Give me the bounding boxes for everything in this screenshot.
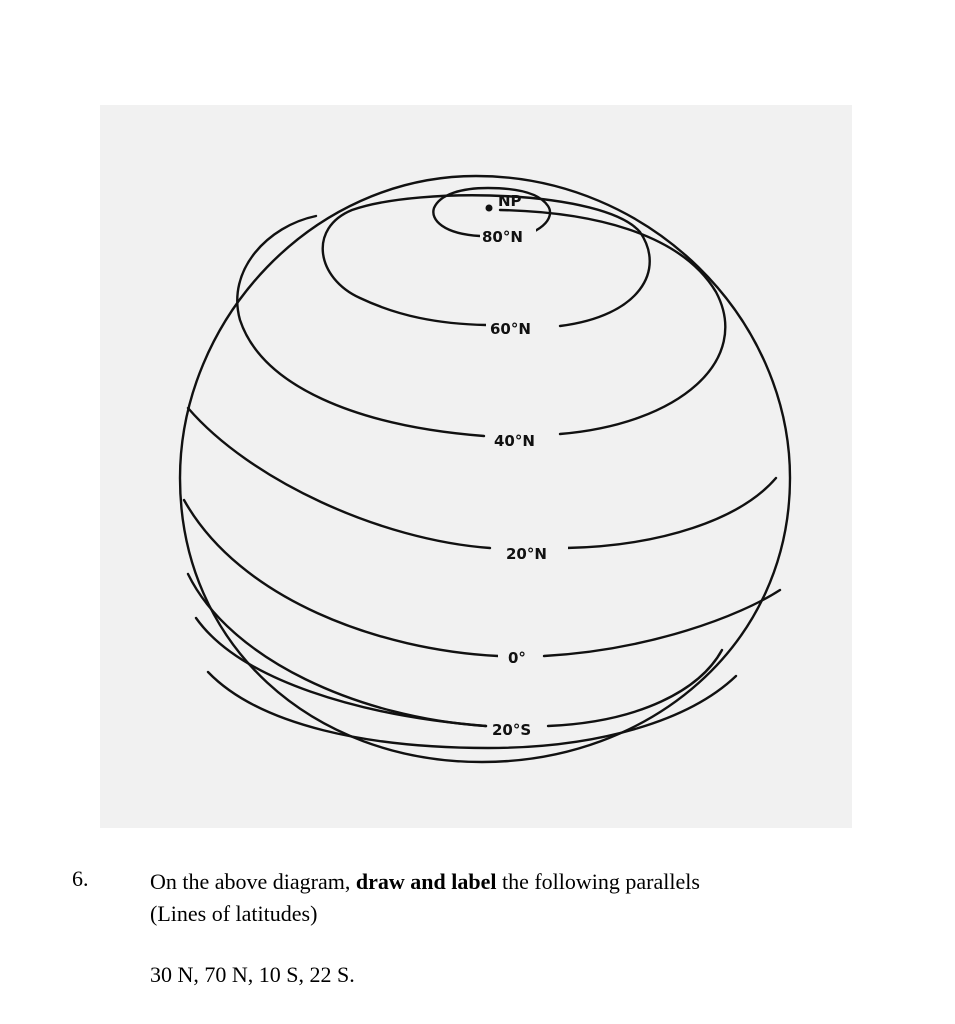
parallels-list: 30 N, 70 N, 10 S, 22 S.: [150, 962, 355, 987]
north-pole-dot: [486, 205, 493, 212]
label-40n: 40°N: [494, 432, 535, 450]
parallel-20n: [184, 500, 780, 656]
globe-outline: [180, 176, 790, 762]
label-20n: 20°N: [506, 545, 547, 563]
question-text-bold: draw and label: [355, 869, 497, 894]
label-60n: 60°N: [490, 320, 531, 338]
parallel-40n: [188, 408, 776, 548]
question-text-part1: On the above diagram,: [150, 869, 356, 894]
label-20s: 20°S: [492, 721, 532, 739]
question-number: 6.: [72, 866, 89, 891]
parallel-lower-ring: [196, 618, 486, 726]
label-80n: 80°N: [482, 228, 523, 246]
parallel-0: [188, 574, 722, 726]
question-text-part2: the following parallels (Lines of latitudes): [150, 869, 700, 926]
north-pole-label: NP: [498, 192, 522, 210]
question-text: [150, 866, 710, 930]
label-0: 0°: [508, 649, 526, 667]
parallel-60n: [323, 195, 650, 326]
